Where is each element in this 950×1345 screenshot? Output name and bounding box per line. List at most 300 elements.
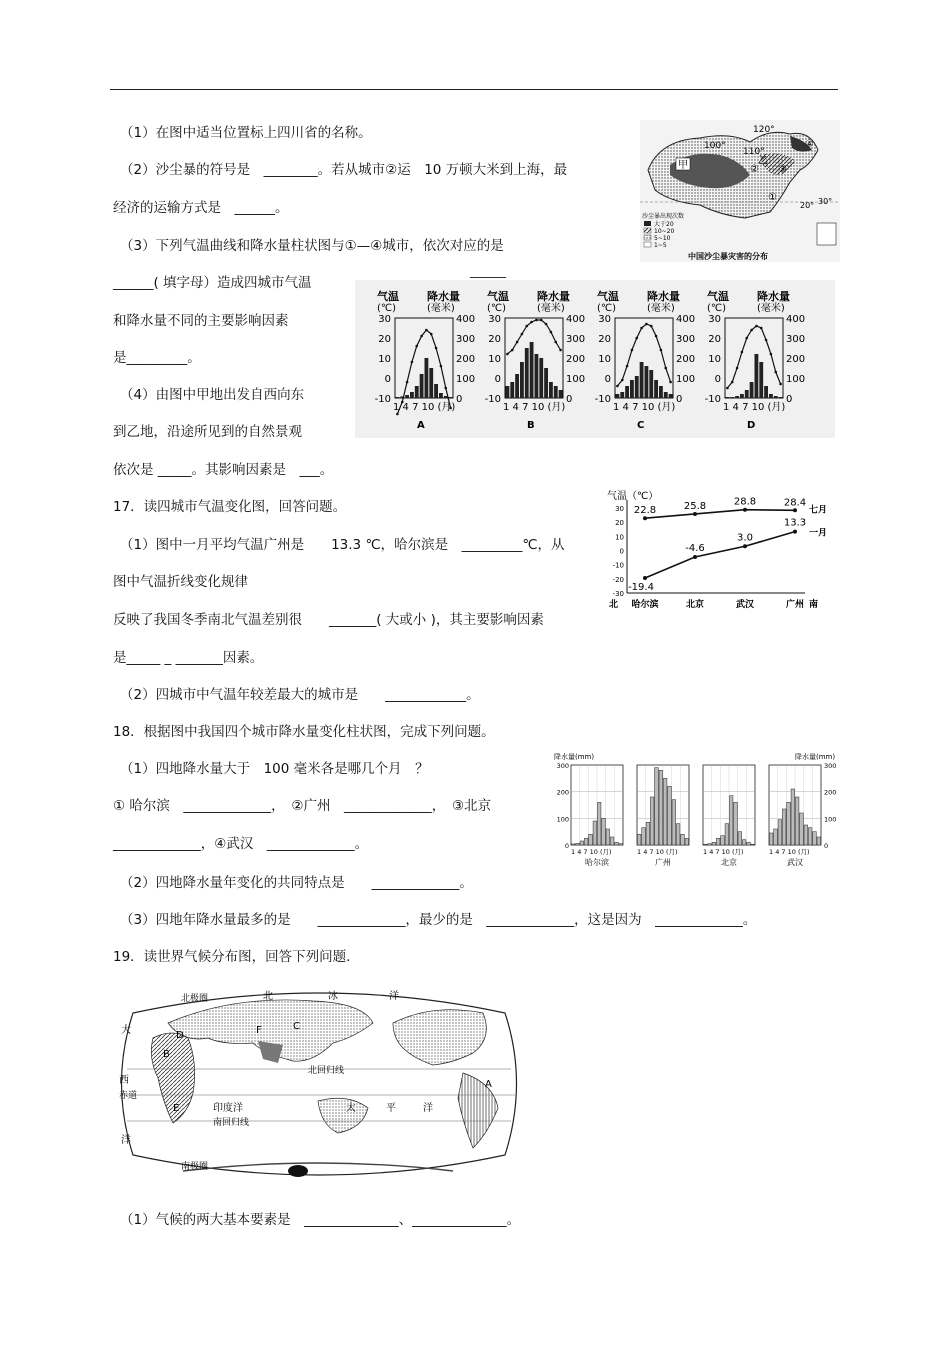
precip-bar [549,382,553,398]
precip-bar [637,834,641,845]
q18-3: （3）四地年降水量最多的是 _____________，最少的是 _____________，这是因为 _____________。 [120,912,757,928]
precip-bar [642,828,646,845]
precip-tick: 0 [676,394,683,405]
temp-point [411,361,414,364]
precip-bar [685,838,689,845]
legend-2: 10~20 [654,228,675,235]
q18-1: （1）四地降水量大于 100 毫米各是哪几个月 ？ [120,761,429,777]
temp-point [430,333,433,336]
precip-label: 降水量 [537,290,570,303]
temp-tick: -10 [704,394,721,405]
series-point [793,508,797,512]
precip-bar [544,368,548,398]
temp-point [396,413,399,416]
y-tick-right: 200 [824,788,837,797]
precip-bar [602,818,606,845]
precip-bar [506,386,510,398]
precip-tick: 200 [456,354,476,365]
precip-bar [640,362,644,398]
precip-bar [646,822,650,845]
series-point [743,508,747,512]
precip-bar [725,824,729,845]
temp-tick: -10 [374,394,391,405]
temp-point [530,321,533,324]
label-jia: 甲 [678,160,688,171]
precip-bar [663,778,667,845]
precip-bar [589,834,593,845]
label-arctic-2: 冰 [328,991,338,1002]
precip-bar [654,380,658,398]
precip-bar [712,842,716,845]
temp-point [755,325,758,328]
temp-line [727,326,780,388]
month-labels: 1 4 7 10 (月) [769,848,810,856]
temp-tick: 20 [378,334,391,345]
temp-point [506,353,509,356]
temp-tick: 20 [708,334,721,345]
precip-bar [625,386,629,398]
x-tick-3: 广州 [785,600,805,610]
temperature-line-chart [605,488,830,618]
q17-1a: （1）图中一月平均气温广州是 13.3 ℃，哈尔滨是 _________℃，从 [120,537,565,553]
precip-bar [759,362,763,398]
q16-3-blank: ______ [470,264,506,278]
precip-bar [655,768,659,845]
world-climate-map [113,983,525,1185]
month-labels: 1 4 7 10 (月) [571,848,612,856]
precip-bar [429,368,433,398]
data-label: 22.8 [633,505,657,517]
precip-bar [703,844,707,845]
temp-tick: -10 [484,394,501,405]
month-labels: 1 4 7 10 (月) [637,848,678,856]
climate-panel-C [595,289,695,431]
precip-tick: 300 [566,334,586,345]
series-point [793,530,797,534]
temp-unit: (℃) [377,303,397,314]
label-pacific-2: 平 [386,1103,396,1114]
precip-bar [778,820,782,845]
precip-bar [729,796,733,845]
temp-tick: 20 [598,334,611,345]
temp-point [440,365,443,368]
q17-1d: 是_____ _ _______因素。 [113,650,264,666]
precip-bar [616,394,620,398]
precip-bar [610,837,614,845]
q18-title: 18．根据图中我国四个城市降水量变化柱状图，完成下列问题。 [113,724,495,740]
precip-bar [515,374,519,398]
plot-frame [615,318,673,398]
label-indian-ocean: 印度洋 [213,1103,243,1114]
precip-tick: 300 [456,334,476,345]
data-label: -4.6 [685,543,705,555]
temp-tick: 30 [378,314,391,325]
q16-3b: ______( 填字母）造成四城市气温 [113,275,312,291]
plot-frame [395,318,453,398]
precip-bar [726,397,730,398]
precip-bar [672,800,676,845]
y-tick-left: 0 [564,842,569,850]
data-label: 3.0 [737,532,753,544]
precip-bar [808,828,812,845]
q16-2b: 经济的运输方式是 ______。 [113,200,289,216]
temp-point [406,381,409,384]
climate-panel-D [705,289,805,431]
precip-bar [396,397,400,398]
label-antarctic-circle: 南极圈 [181,1162,209,1172]
precip-bar [630,380,634,398]
month-ticks: 1 4 7 10 (月) [613,402,676,413]
precip-bar [716,838,720,845]
x-end-south: 南 [809,600,819,610]
panel-label: B [527,420,535,431]
y-axis-label: 气温（℃） [607,491,659,502]
label-30: 30° [818,197,833,206]
precip-tick: 0 [566,394,573,405]
label-4: ④ [805,139,814,150]
letter-d: D [176,1030,184,1041]
precip-tick: 0 [456,394,463,405]
precip-panel-3 [769,765,821,867]
letter-b: B [163,1049,170,1060]
label-110: 110° [743,147,765,157]
precip-bar [735,396,739,398]
letter-e: E [173,1103,180,1114]
precip-bar [795,797,799,845]
precip-bar [635,376,639,398]
temp-point [435,347,438,350]
precip-bar [742,840,746,845]
y-tick: 0 [619,547,624,556]
month-ticks: 1 4 7 10 (月) [503,402,566,413]
q16-3d: 是_________。 [113,350,201,366]
q17-1b: 图中气温折线变化规律 [113,574,248,590]
precip-bar [669,394,673,398]
precip-bar [580,841,584,845]
precip-bar [571,844,575,845]
series-point [643,576,647,580]
temp-point [444,387,447,390]
y-tick: 30 [615,505,624,513]
temp-unit: (℃) [487,303,507,314]
temp-label: 气温 [487,290,509,303]
temp-tick: 10 [598,354,611,365]
temp-point [664,367,667,370]
q18-2: （2）四地降水量年变化的共同特点是 _____________。 [120,875,473,891]
precip-bar [769,833,773,845]
temp-tick: 30 [488,314,501,325]
series-line-1 [645,532,795,578]
temp-tick: 0 [714,374,721,385]
temp-tick: 20 [488,334,501,345]
y-tick-left: 300 [556,762,569,770]
precip-label: 降水量 [427,290,460,303]
precip-bar [535,354,539,398]
precip-bar [755,354,759,398]
precip-bar [782,809,786,845]
q16-4a: （4）由图中甲地出发自西向东 [120,387,305,403]
q16-2a: （2）沙尘暴的符号是 ________。若从城市②运 10 万顿大米到上海，最 [120,162,568,178]
temp-line [617,324,670,386]
y-tick-right: 100 [824,815,837,824]
temp-point [731,381,734,384]
precip-bar [645,366,649,398]
y-axis-label-left: 降水量(mm) [554,753,595,761]
precip-bar [415,386,419,398]
precip-tick: 400 [786,314,806,325]
temp-point [726,387,729,390]
precip-bar [520,362,524,398]
label-20: 20° [800,201,815,210]
precip-tick: 300 [786,334,806,345]
precip-panel-1 [637,765,689,867]
precip-bar [405,395,409,398]
precip-bar [619,844,623,845]
precip-panel-2 [703,765,755,867]
q17-title: 17．读四城市气温变化图，回答问题。 [113,499,347,515]
precip-unit: (毫米) [757,303,785,314]
precip-label: 降水量 [757,290,790,303]
precip-bar [813,832,817,845]
data-label: 25.8 [683,500,707,512]
precip-bar [774,829,778,845]
label-atlantic-1: 大 [121,1025,131,1036]
precip-bar [649,370,653,398]
precip-tick: 100 [676,374,696,385]
label-tropic-capricorn: 南回归线 [213,1118,250,1128]
temp-tick: -10 [594,394,611,405]
series-point [693,512,697,516]
precip-bar [576,843,580,845]
temp-point [545,323,548,326]
precip-bar [584,838,588,845]
legend-3: 5~10 [654,235,671,242]
legend-1: 大于20 [654,221,674,228]
series-point [693,555,697,559]
city-label: 北京 [721,858,737,867]
plot-frame [725,318,783,398]
precip-tick: 400 [566,314,586,325]
y-tick-left: 200 [556,788,569,797]
q18-1b: _____________，④武汉 _____________。 [113,836,369,852]
temp-tick: 30 [598,314,611,325]
data-label: 28.8 [733,496,757,508]
precip-tick: 300 [676,334,696,345]
x-tick-1: 北京 [685,600,705,610]
precip-bar [606,829,610,845]
panel-label: D [747,420,756,431]
climate-charts [355,280,835,438]
precip-unit: (毫米) [427,303,455,314]
y-tick-right: 0 [824,842,829,850]
precip-bar [708,844,712,845]
precip-bar [740,394,744,398]
precip-bar [804,825,808,845]
precip-bar [734,802,738,845]
temp-tick: 10 [488,354,501,365]
header-rule [110,89,838,90]
precip-unit: (毫米) [537,303,565,314]
city-label: 广州 [655,858,671,867]
letter-a: A [485,1079,492,1090]
precip-tick: 100 [456,374,476,385]
temp-point [650,325,653,328]
precip-tick: 0 [786,394,793,405]
precip-bar [420,374,424,398]
precip-bar [525,348,529,398]
precip-bar [444,396,448,398]
precip-bar [559,390,563,398]
climate-panel-B [485,289,585,431]
label-3: ③ [778,164,787,175]
precip-bar [597,802,601,845]
panel-label: A [417,420,425,431]
temp-point [770,353,773,356]
temp-point [621,379,624,382]
q16-4b: 到乙地，沿途所见到的自然景观 [113,424,302,440]
temp-point [516,341,519,344]
precip-bar [410,392,414,398]
label-tropic-cancer: 北回归线 [308,1066,345,1076]
temp-line [507,320,560,354]
panel-label: C [637,420,645,431]
data-label: -19.4 [628,581,654,593]
precip-tick: 200 [566,354,586,365]
climate-panel-A [375,289,475,431]
temp-label: 气温 [597,290,619,303]
precip-bar [664,392,668,398]
precip-panel-0 [571,765,623,867]
temp-point [425,329,428,332]
precip-bar [738,832,742,845]
q16-1: （1）在图中适当位置标上四川省的名称。 [120,125,372,141]
precip-bar [791,789,795,845]
precip-bar [530,342,534,398]
temp-point [779,383,782,386]
label-north-pole-circle: 北极圈 [181,994,209,1004]
temp-unit: (℃) [597,303,617,314]
temp-point [631,349,634,352]
precip-bar [774,396,778,398]
temp-tick: 0 [604,374,611,385]
precip-bar [800,813,804,845]
precip-bar [681,834,685,845]
precip-bar [668,786,672,845]
temp-point [420,335,423,338]
x-tick-0: 哈尔滨 [631,600,659,610]
temp-label: 气温 [377,290,399,303]
precip-bar [751,844,755,845]
x-tick-2: 武汉 [735,600,755,610]
temp-point [660,349,663,352]
map-title: 中国沙尘暴灾害的分布 [688,252,768,261]
temp-point [550,331,553,334]
precip-bar [620,392,624,398]
precip-bar [750,382,754,398]
temp-point [640,327,643,330]
series-name-0: 七月 [809,505,828,516]
label-1: ① [768,192,777,203]
precip-bar [539,358,543,398]
data-label: 28.4 [783,497,807,509]
precip-bar [730,397,734,398]
precip-bar [764,386,768,398]
temp-point [535,319,538,322]
label-2: ② [750,164,759,175]
precip-bar [721,836,725,845]
precip-bar [593,821,597,845]
q16-4c: 依次是 _____。其影响因素是 ___。 [113,462,334,478]
temp-point [745,337,748,340]
temp-point [655,335,658,338]
temp-unit: (℃) [707,303,727,314]
month-ticks: 1 4 7 10 (月) [393,402,456,413]
letter-c: C [293,1021,300,1032]
legend-title: 沙尘暴出现次数 [642,213,685,220]
temp-point [736,367,739,370]
letter-f: F [256,1025,262,1036]
precip-tick: 200 [786,354,806,365]
precip-bar [434,384,438,398]
label-pacific-3: 洋 [423,1103,433,1114]
q16-3c: 和降水量不同的主要影响因素 [113,313,289,329]
precip-bar [650,797,654,845]
precip-bar [817,837,821,845]
precip-bar [659,386,663,398]
temp-tick: 10 [708,354,721,365]
precip-tick: 400 [676,314,696,325]
temp-point [750,329,753,332]
temp-tick: 0 [384,374,391,385]
q18-1a: ① 哈尔滨 _____________， ②广州 _____________， ③北京 [113,798,492,814]
label-arctic-1: 北 [263,991,273,1002]
precip-bar [510,382,514,398]
q17-1c: 反映了我国冬季南北气温差别很 _______( 大或小 )，其主要影响因素 [113,612,544,628]
precip-bar [449,397,453,398]
label-yi: 乙 [758,156,768,167]
y-tick: -20 [612,575,624,584]
temp-point [626,365,629,368]
data-label: 13.3 [783,517,807,529]
y-tick: -10 [612,561,624,570]
series-name-1: 一月 [809,528,828,539]
precip-unit: (毫米) [647,303,675,314]
precip-bar [779,397,783,398]
precip-tick: 100 [566,374,586,385]
legend-4: 1~5 [654,242,667,249]
precip-bar [769,394,773,398]
label-equator: 赤道 [119,1091,138,1101]
precip-bar [787,802,791,845]
series-point [743,544,747,548]
temp-point [741,351,744,354]
label-100: 100° [704,141,726,151]
temp-point [521,333,524,336]
q19-1: （1）气候的两大基本要素是 ______________、______________。 [120,1212,521,1228]
month-labels: 1 4 7 10 (月) [703,848,744,856]
temp-tick: 0 [494,374,501,385]
temp-point [525,325,528,328]
precip-tick: 400 [456,314,476,325]
temp-point [559,349,562,352]
temp-point [616,385,619,388]
series-line-0 [645,510,795,519]
y-tick-right: 300 [824,762,837,770]
y-tick: -30 [612,590,624,598]
temp-label: 气温 [707,290,729,303]
precip-bar [659,770,663,845]
q17-2: （2）四城市中气温年较差最大的城市是 ____________。 [120,687,480,703]
